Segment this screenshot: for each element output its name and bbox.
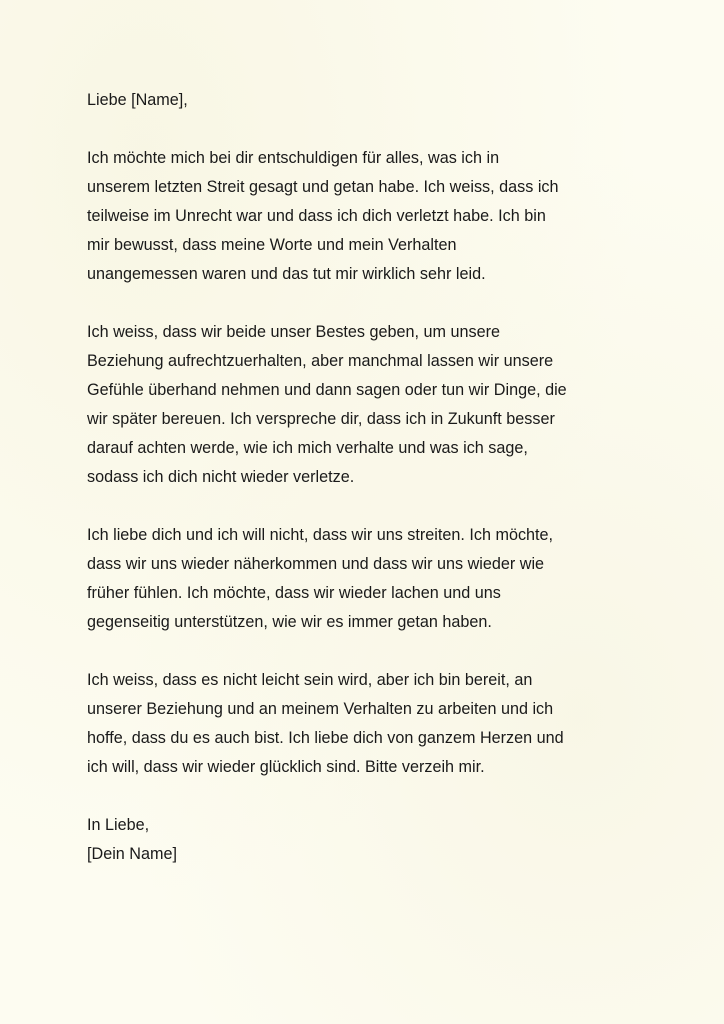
paragraph-line: wir später bereuen. Ich verspreche dir, dass ich in Zukunft besser — [87, 410, 555, 428]
closing-text: In Liebe, — [87, 816, 150, 834]
paragraph-line: Ich weiss, dass es nicht leicht sein wird, aber ich bin bereit, an — [87, 671, 533, 689]
paragraph-line: unserem letzten Streit gesagt und getan habe. Ich weiss, dass ich — [87, 178, 559, 196]
salutation — [87, 86, 667, 115]
paragraph-line: ich will, dass wir wieder glücklich sind. Bitte verzeih mir. — [87, 758, 485, 776]
paragraph-line: früher fühlen. Ich möchte, dass wir wieder lachen und uns — [87, 584, 501, 602]
paragraph-line: Ich möchte mich bei dir entschuldigen für alles, was ich in — [87, 149, 500, 167]
paragraph-1 — [87, 144, 667, 289]
paragraph-line: Beziehung aufrechtzuerhalten, aber manchmal lassen wir unsere — [87, 352, 554, 370]
paragraph-2 — [87, 318, 667, 492]
paragraph-line: darauf achten werde, wie ich mich verhalte und was ich sage, — [87, 439, 528, 457]
letter-body — [87, 86, 667, 869]
salutation-text: Liebe [Name], — [87, 91, 188, 109]
paragraph-line: Gefühle überhand nehmen und dann sagen oder tun wir Dinge, die — [87, 381, 567, 399]
paragraph-line: sodass ich dich nicht wieder verletze. — [87, 468, 355, 486]
paragraph-line: unangemessen waren und das tut mir wirklich sehr leid. — [87, 265, 486, 283]
paragraph-line: hoffe, dass du es auch bist. Ich liebe dich von ganzem Herzen und — [87, 729, 564, 747]
paragraph-line: teilweise im Unrecht war und dass ich dich verletzt habe. Ich bin — [87, 207, 546, 225]
paragraph-line: gegenseitig unterstützen, wie wir es immer getan haben. — [87, 613, 492, 631]
paragraph-line: Ich weiss, dass wir beide unser Bestes geben, um unsere — [87, 323, 500, 341]
paragraph-line: mir bewusst, dass meine Worte und mein Verhalten — [87, 236, 457, 254]
closing-block — [87, 811, 667, 869]
paragraph-line: unserer Beziehung und an meinem Verhalten zu arbeiten und ich — [87, 700, 554, 718]
signature-text: [Dein Name] — [87, 845, 177, 863]
paragraph-4 — [87, 666, 667, 782]
paragraph-line: Ich liebe dich und ich will nicht, dass wir uns streiten. Ich möchte, — [87, 526, 554, 544]
paragraph-3 — [87, 521, 667, 637]
paragraph-line: dass wir uns wieder näherkommen und dass wir uns wieder wie — [87, 555, 545, 573]
